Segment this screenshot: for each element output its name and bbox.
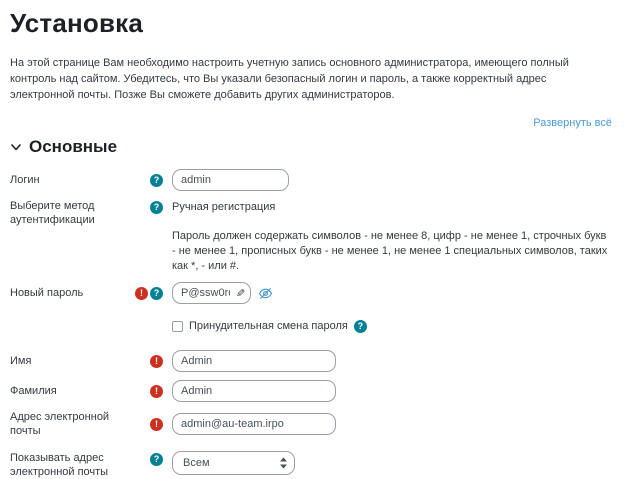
required-icon (150, 355, 163, 368)
email-visibility-select[interactable] (172, 451, 295, 475)
page-title: Установка (10, 8, 144, 38)
help-icon[interactable] (150, 201, 163, 214)
form-row-lastname (10, 380, 612, 402)
form-row-username (10, 169, 612, 191)
form-row-force-password-change (10, 315, 612, 337)
expand-all-row (10, 117, 612, 129)
help-icon[interactable] (150, 174, 163, 187)
password-policy-text: Пароль должен содержать символов - не менее 8, цифр - не менее 1, строчных букв - не менее 1, прописных букв - не менее 1, не менее 1 специальных символов, таких как *, - или #. (172, 230, 608, 272)
form-row-email (10, 410, 612, 438)
new-password-label: Новый пароль (10, 287, 84, 299)
required-icon (150, 418, 163, 431)
force-password-change-label[interactable]: Принудительная смена пароля (189, 320, 348, 332)
form-row-firstname (10, 350, 612, 372)
help-icon[interactable] (150, 453, 163, 466)
form-row-auth-method (10, 199, 612, 227)
admin-account-form (10, 169, 612, 479)
firstname-label: Имя (10, 355, 32, 367)
auth-method-value: Ручная регистрация (172, 201, 276, 213)
username-label: Логин (10, 174, 40, 186)
lastname-label: Фамилия (10, 385, 57, 397)
email-input[interactable] (172, 413, 336, 435)
form-row-new-password (10, 282, 612, 304)
section-header-general[interactable] (10, 137, 612, 157)
force-password-change-checkbox[interactable] (172, 321, 183, 332)
help-icon[interactable] (354, 320, 367, 333)
password-visibility-eye-icon[interactable] (258, 287, 273, 300)
username-input[interactable] (172, 169, 289, 191)
email-label: Адрес электронной почты (10, 411, 110, 437)
email-visibility-label: Показывать адрес электронной почты (10, 452, 109, 478)
chevron-down-icon[interactable] (10, 141, 22, 153)
expand-all-link[interactable]: Развернуть всё (533, 117, 612, 129)
intro-text: На этой странице Вам необходимо настроить учетную запись основного администратора, имеющего полный контроль над сайтом. Убедитесь, что Вы указали безопасный логин и пароль, а также корректный адрес электронной почты. Позже Вы сможете добавить других администраторов. (10, 57, 569, 101)
firstname-input[interactable] (172, 350, 336, 372)
auth-method-label: Выберите метод аутентификации (10, 200, 95, 226)
lastname-input[interactable] (172, 380, 336, 402)
help-icon[interactable] (150, 287, 163, 300)
required-icon (135, 287, 148, 300)
form-row-email-visibility (10, 451, 612, 479)
new-password-input[interactable] (172, 282, 251, 304)
section-title[interactable]: Основные (29, 137, 118, 156)
edit-pencil-icon: ✎ (235, 287, 245, 300)
required-icon (150, 385, 163, 398)
